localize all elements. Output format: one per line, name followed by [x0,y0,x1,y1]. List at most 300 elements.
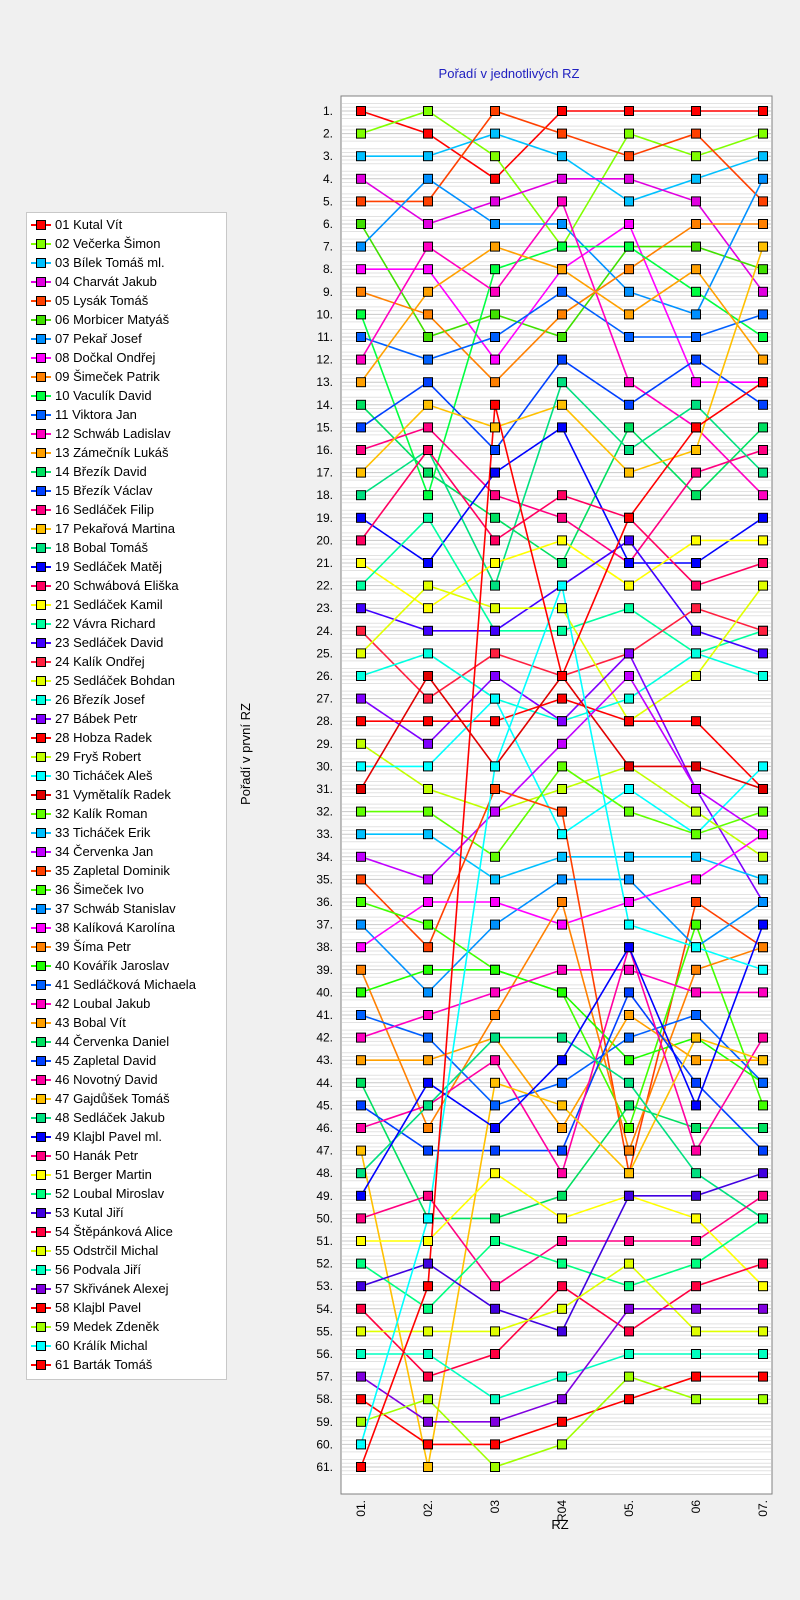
data-point [625,1372,634,1381]
legend-label: 41 Sedláčková Michaela [55,977,196,992]
data-point [759,1372,768,1381]
legend-swatch [31,1265,51,1275]
y-tick-label: 1. [322,104,333,118]
legend-label: 02 Večerka Šimon [55,236,161,251]
data-point [424,1191,433,1200]
data-point [558,830,567,839]
data-point [424,1327,433,1336]
legend-label: 18 Bobal Tomáš [55,540,148,555]
data-point [424,1146,433,1155]
legend-label: 55 Odstrčil Michal [55,1243,159,1258]
data-point [558,785,567,794]
data-point [424,265,433,274]
legend-swatch [31,334,51,344]
data-point [692,1124,701,1133]
data-point [625,762,634,771]
legend-swatch [31,866,51,876]
data-point [424,1124,433,1133]
data-point [692,581,701,590]
data-point [491,197,500,206]
data-point [357,762,366,771]
data-point [491,491,500,500]
legend-label: 53 Kutal Jiří [55,1205,124,1220]
data-point [692,1169,701,1178]
data-point [692,220,701,229]
data-point [759,287,768,296]
legend-swatch [31,676,51,686]
legend-item [27,405,226,424]
data-point [558,1282,567,1291]
data-point [558,265,567,274]
data-point [625,446,634,455]
legend-item [27,1241,226,1260]
legend-swatch [31,410,51,420]
data-point [625,1033,634,1042]
y-tick-label: 58. [316,1392,333,1407]
data-point [625,1101,634,1110]
data-point [357,626,366,635]
legend-swatch [31,467,51,477]
data-point [424,152,433,161]
legend-label: 05 Lysák Tomáš [55,293,149,308]
data-point [625,1191,634,1200]
legend-label: 54 Štěpánková Alice [55,1224,173,1239]
data-point [424,446,433,455]
y-tick-label: 24. [316,623,333,638]
data-point [625,1237,634,1246]
data-point [424,1463,433,1472]
data-point [357,513,366,522]
data-point [692,920,701,929]
legend-item [27,1279,226,1298]
legend-label: 24 Kalík Ondřej [55,654,145,669]
y-tick-label: 53. [316,1279,333,1294]
legend-item [27,538,226,557]
data-point [558,1327,567,1336]
legend-item [27,386,226,405]
data-point [424,649,433,658]
legend-item [27,728,226,747]
data-point [491,988,500,997]
legend-item [27,1355,226,1374]
data-point [692,1056,701,1065]
data-point [625,152,634,161]
y-tick-label: 32. [316,804,333,819]
data-point [424,1417,433,1426]
data-point [424,1259,433,1268]
legend-item [27,614,226,633]
y-tick-label: 6. [322,217,333,231]
x-tick-label: R04 [555,1500,569,1523]
legend-label: 26 Březík Josef [55,692,145,707]
legend-item [27,880,226,899]
data-point [357,242,366,251]
data-point [759,491,768,500]
data-point [491,1078,500,1087]
legend-label: 48 Sedláček Jakub [55,1110,165,1125]
legend-swatch [31,1341,51,1351]
data-point [625,220,634,229]
data-point [692,355,701,364]
legend-swatch [31,1056,51,1066]
y-tick-label: 41. [316,1008,333,1022]
data-point [558,1417,567,1426]
data-point [491,1124,500,1133]
data-point [692,1372,701,1381]
data-point [625,197,634,206]
legend-swatch [31,1189,51,1199]
data-point [491,581,500,590]
data-point [759,265,768,274]
data-point [625,1124,634,1133]
data-point [759,197,768,206]
data-point [759,107,768,116]
data-point [692,400,701,409]
data-point [692,807,701,816]
data-point [357,536,366,545]
legend-label: 33 Ticháček Erik [55,825,151,840]
x-tick-label: 06 [689,1500,703,1514]
data-point [692,287,701,296]
legend-swatch [31,1132,51,1142]
data-point [357,355,366,364]
legend-item [27,253,226,272]
data-point [357,1169,366,1178]
legend-item [27,1203,226,1222]
legend-label: 04 Charvát Jakub [55,274,157,289]
legend-item [27,1051,226,1070]
legend-swatch [31,1113,51,1123]
y-tick-label: 5. [322,194,333,209]
legend-label: 46 Novotný David [55,1072,158,1087]
legend-label: 39 Šíma Petr [55,939,131,954]
legend-item [27,1165,226,1184]
data-point [491,1237,500,1246]
legend-label: 37 Schwáb Stanislav [55,901,176,916]
data-point [692,265,701,274]
legend-item [27,1336,226,1355]
data-point [692,626,701,635]
data-point [759,581,768,590]
data-point [357,378,366,387]
data-point [357,1237,366,1246]
data-point [491,1463,500,1472]
data-point [625,1078,634,1087]
data-point [692,1395,701,1404]
data-point [424,1395,433,1404]
data-point [759,468,768,477]
data-point [424,468,433,477]
chart-title: Pořadí v jednotlivých RZ [438,66,580,81]
data-point [357,1463,366,1472]
y-tick-label: 12. [316,352,333,367]
data-point [692,785,701,794]
data-point [692,943,701,952]
data-point [558,333,567,342]
legend-label: 12 Schwáb Ladislav [55,426,171,441]
legend-item [27,652,226,671]
data-point [357,1124,366,1133]
data-point [491,400,500,409]
data-point [357,830,366,839]
data-point [759,875,768,884]
data-point [692,152,701,161]
data-point [357,1350,366,1359]
y-tick-label: 3. [322,149,333,164]
legend-label: 45 Zapletal David [55,1053,157,1068]
y-tick-label: 60. [316,1437,333,1452]
data-point [357,491,366,500]
data-point [357,581,366,590]
data-point [625,333,634,342]
legend-swatch [31,1075,51,1085]
y-tick-label: 8. [322,262,333,277]
legend-label: 51 Berger Martin [55,1167,152,1182]
data-point [491,468,500,477]
data-point [491,1146,500,1155]
data-point [692,1304,701,1313]
y-tick-label: 55. [316,1324,333,1339]
data-point [424,1304,433,1313]
data-point [759,1282,768,1291]
legend-swatch [31,524,51,534]
data-point [692,423,701,432]
data-point [558,875,567,884]
data-point [625,287,634,296]
data-point [357,559,366,568]
legend-item [27,272,226,291]
data-point [424,785,433,794]
y-tick-label: 26. [316,669,333,683]
data-point [491,672,500,681]
data-point [357,694,366,703]
y-tick-label: 34. [316,849,333,864]
data-point [625,785,634,794]
data-point [491,920,500,929]
legend-swatch [31,448,51,458]
legend-label: 08 Dočkal Ondřej [55,350,156,365]
data-point [692,174,701,183]
data-point [558,242,567,251]
legend-swatch [31,600,51,610]
data-point [357,1078,366,1087]
data-point [491,1350,500,1359]
data-point [357,310,366,319]
data-point [625,310,634,319]
data-point [759,1146,768,1155]
legend-item [27,804,226,823]
legend-label: 03 Bílek Tomáš ml. [55,255,165,270]
data-point [759,513,768,522]
data-point [759,1078,768,1087]
data-point [558,400,567,409]
data-point [625,1146,634,1155]
data-point [424,1011,433,1020]
data-point [357,333,366,342]
data-point [424,242,433,251]
y-axis-title: Pořadí v první RZ [238,703,253,805]
legend-item [27,595,226,614]
data-point [759,1214,768,1223]
data-point [692,1350,701,1359]
data-point [491,446,500,455]
data-point [759,1259,768,1268]
legend-item [27,1317,226,1336]
legend-label: 47 Gajdůšek Tomáš [55,1091,170,1106]
data-point [357,1417,366,1426]
legend-label: 58 Klajbl Pavel [55,1300,141,1315]
y-tick-label: 22. [316,578,333,593]
data-point [357,739,366,748]
y-tick-label: 28. [316,714,333,729]
legend-item [27,823,226,842]
legend-swatch [31,733,51,743]
data-point [692,1146,701,1155]
y-tick-label: 35. [316,872,333,887]
data-point [759,355,768,364]
legend-item [27,1298,226,1317]
data-point [558,220,567,229]
y-tick-label: 48. [316,1166,333,1181]
data-point [759,220,768,229]
legend-item [27,1032,226,1051]
data-point [357,965,366,974]
data-point [692,898,701,907]
data-point [692,536,701,545]
data-point [357,785,366,794]
legend-item [27,557,226,576]
y-tick-label: 11. [317,330,333,344]
legend-item [27,234,226,253]
legend-item [27,291,226,310]
data-point [625,107,634,116]
y-tick-label: 21. [316,556,333,570]
y-tick-label: 16. [316,443,333,457]
data-point [424,1101,433,1110]
data-point [357,1327,366,1336]
data-point [424,830,433,839]
data-point [357,1146,366,1155]
legend [26,212,227,1380]
data-point [558,1124,567,1133]
data-point [692,491,701,500]
data-point [491,536,500,545]
legend-swatch [31,1360,51,1370]
y-tick-label: 40. [316,985,333,1000]
data-point [558,513,567,522]
legend-swatch [31,771,51,781]
legend-label: 38 Kalíková Karolína [55,920,175,935]
data-point [558,739,567,748]
data-point [558,1237,567,1246]
legend-swatch [31,353,51,363]
legend-swatch [31,904,51,914]
y-tick-label: 23. [316,601,333,616]
legend-item [27,709,226,728]
data-point [357,1011,366,1020]
legend-label: 52 Loubal Miroslav [55,1186,165,1201]
data-point [491,1011,500,1020]
data-point [625,1304,634,1313]
legend-label: 19 Sedláček Matěj [55,559,162,574]
data-point [357,446,366,455]
data-point [491,1327,500,1336]
data-point [558,152,567,161]
data-point [558,355,567,364]
data-point [558,197,567,206]
legend-label: 30 Ticháček Aleš [55,768,153,783]
data-point [558,491,567,500]
data-point [491,717,500,726]
data-point [491,1282,500,1291]
legend-item [27,766,226,785]
y-tick-label: 56. [316,1347,333,1361]
data-point [692,310,701,319]
data-point [692,762,701,771]
data-point [424,1033,433,1042]
legend-item [27,481,226,500]
data-point [491,1395,500,1404]
data-point [424,988,433,997]
data-point [625,604,634,613]
data-point [357,672,366,681]
data-point [625,988,634,997]
legend-label: 28 Hobza Radek [55,730,152,745]
data-point [424,1372,433,1381]
data-point [424,491,433,500]
y-tick-label: 43. [316,1053,333,1068]
data-point [491,1214,500,1223]
data-point [558,762,567,771]
legend-swatch [31,1170,51,1180]
data-point [357,1214,366,1223]
legend-label: 36 Šimeček Ivo [55,882,144,897]
data-point [625,581,634,590]
legend-label: 16 Sedláček Filip [55,502,154,517]
data-point [357,1395,366,1404]
data-point [692,559,701,568]
data-point [558,378,567,387]
data-point [625,174,634,183]
data-point [558,965,567,974]
data-point [625,1327,634,1336]
legend-item [27,861,226,880]
data-point [692,988,701,997]
legend-label: 17 Pekařová Martina [55,521,175,536]
data-point [759,174,768,183]
data-point [491,875,500,884]
data-point [759,423,768,432]
data-point [558,1056,567,1065]
data-point [759,807,768,816]
legend-label: 23 Sedláček David [55,635,164,650]
y-tick-label: 52. [316,1256,333,1271]
legend-label: 50 Hanák Petr [55,1148,139,1163]
legend-swatch [31,1227,51,1237]
data-point [491,898,500,907]
data-point [558,852,567,861]
data-point [625,1259,634,1268]
data-point [759,1056,768,1065]
data-point [558,1304,567,1313]
data-point [558,807,567,816]
data-point [625,1011,634,1020]
data-point [625,694,634,703]
y-tick-label: 37. [316,917,333,932]
legend-label: 10 Vaculík David [55,388,152,403]
legend-swatch [31,638,51,648]
y-tick-label: 59. [316,1414,333,1429]
